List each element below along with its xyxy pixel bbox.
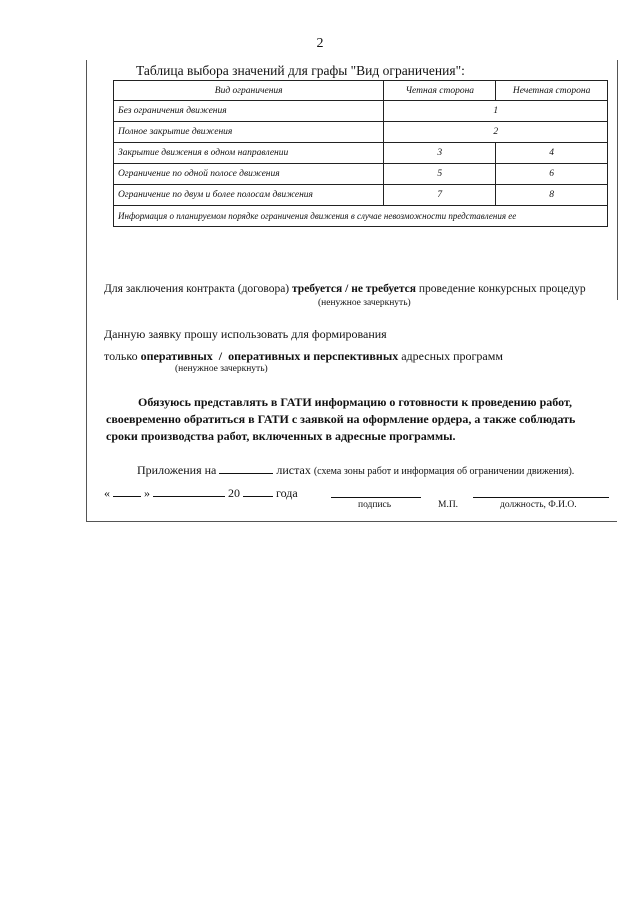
programs-hint: (ненужное зачеркнуть): [175, 364, 268, 374]
date-close-quote: »: [144, 486, 150, 500]
restriction-table: [113, 80, 608, 227]
contract-statement: [104, 283, 586, 295]
row-label: Без ограничения движения: [114, 101, 384, 122]
date-month-blank[interactable]: [153, 485, 225, 497]
seal-caption: М.П.: [438, 500, 459, 510]
frame-right-border: [617, 60, 618, 300]
date-century: 20: [228, 486, 240, 500]
table-row: [114, 164, 608, 185]
attachments-sheets: листах: [276, 463, 311, 477]
table-title: Таблица выбора значений для графы "Вид ограничения":: [136, 63, 465, 78]
attachments-note: (схема зоны работ и информация об ограничении движения).: [313, 466, 575, 477]
frame-bottom-border: [86, 521, 617, 522]
obligation-line-2: своевременно обратиться в ГАТИ с заявкой на оформление ордера, а также соблюдать: [106, 412, 576, 426]
row-value-odd: 4: [496, 143, 608, 164]
programs-statement: [104, 349, 503, 364]
signature-caption: подпись: [358, 500, 392, 510]
row-value-odd: 6: [496, 164, 608, 185]
header-even-side: Четная сторона: [384, 81, 496, 101]
date-line: [104, 485, 298, 501]
row-value-even: 5: [384, 164, 496, 185]
signature-blank[interactable]: [331, 497, 421, 498]
contract-prefix: Для заключения контракта (договора): [104, 283, 293, 295]
programs-prefix: только: [104, 349, 141, 363]
contract-required: требуется: [292, 283, 343, 295]
table-footer-row: [114, 206, 608, 227]
frame-left-border: [86, 60, 87, 522]
attachments-prefix: Приложения на: [137, 463, 217, 477]
attachments-line: [137, 462, 574, 478]
table-header-row: [114, 81, 608, 101]
page-number: 2: [316, 36, 324, 51]
header-odd-side: Нечетная сторона: [496, 81, 608, 101]
programs-separator: /: [212, 349, 229, 363]
table-footer-note: Информация о планируемом порядке ограничения движения в случае невозможности представления ее: [114, 206, 608, 227]
contract-suffix: проведение конкурсных процедур: [416, 283, 586, 295]
date-year-word: года: [276, 486, 298, 500]
row-label: Полное закрытие движения: [114, 122, 384, 143]
row-value-merged: 1: [384, 101, 608, 122]
obligation-line-1: Обязуюсь представлять в ГАТИ информацию о готовности к проведению работ,: [138, 395, 572, 409]
obligation-line-3: сроки производства работ, включенных в адресные программы.: [106, 429, 456, 443]
table-row: [114, 143, 608, 164]
row-label: Ограничение по одной полосе движения: [114, 164, 384, 185]
position-caption: должность, Ф.И.О.: [500, 500, 577, 510]
obligation-paragraph: [106, 394, 618, 445]
date-day-blank[interactable]: [113, 485, 141, 497]
contract-slash: /: [342, 283, 352, 295]
row-value-even: 7: [384, 185, 496, 206]
row-value-merged: 2: [384, 122, 608, 143]
position-name-blank[interactable]: [473, 497, 609, 498]
table-row: [114, 122, 608, 143]
programs-suffix: адресных программ: [398, 349, 503, 363]
row-label: Закрытие движения в одном направлении: [114, 143, 384, 164]
programs-operative: оперативных: [140, 349, 213, 363]
request-statement: Данную заявку прошу использовать для формирования: [104, 327, 387, 341]
programs-operative-perspective: оперативных и перспективных: [228, 349, 399, 363]
date-year-blank[interactable]: [243, 485, 273, 497]
row-value-odd: 8: [496, 185, 608, 206]
date-open-quote: «: [104, 486, 110, 500]
row-label: Ограничение по двум и более полосам движения: [114, 185, 384, 206]
contract-hint: (ненужное зачеркнуть): [318, 298, 411, 308]
table-row: [114, 185, 608, 206]
row-value-even: 3: [384, 143, 496, 164]
header-restriction-type: Вид ограничения: [114, 81, 384, 101]
contract-not-required: не требуется: [351, 283, 417, 295]
attachments-sheets-blank[interactable]: [219, 462, 273, 474]
table-row: [114, 101, 608, 122]
